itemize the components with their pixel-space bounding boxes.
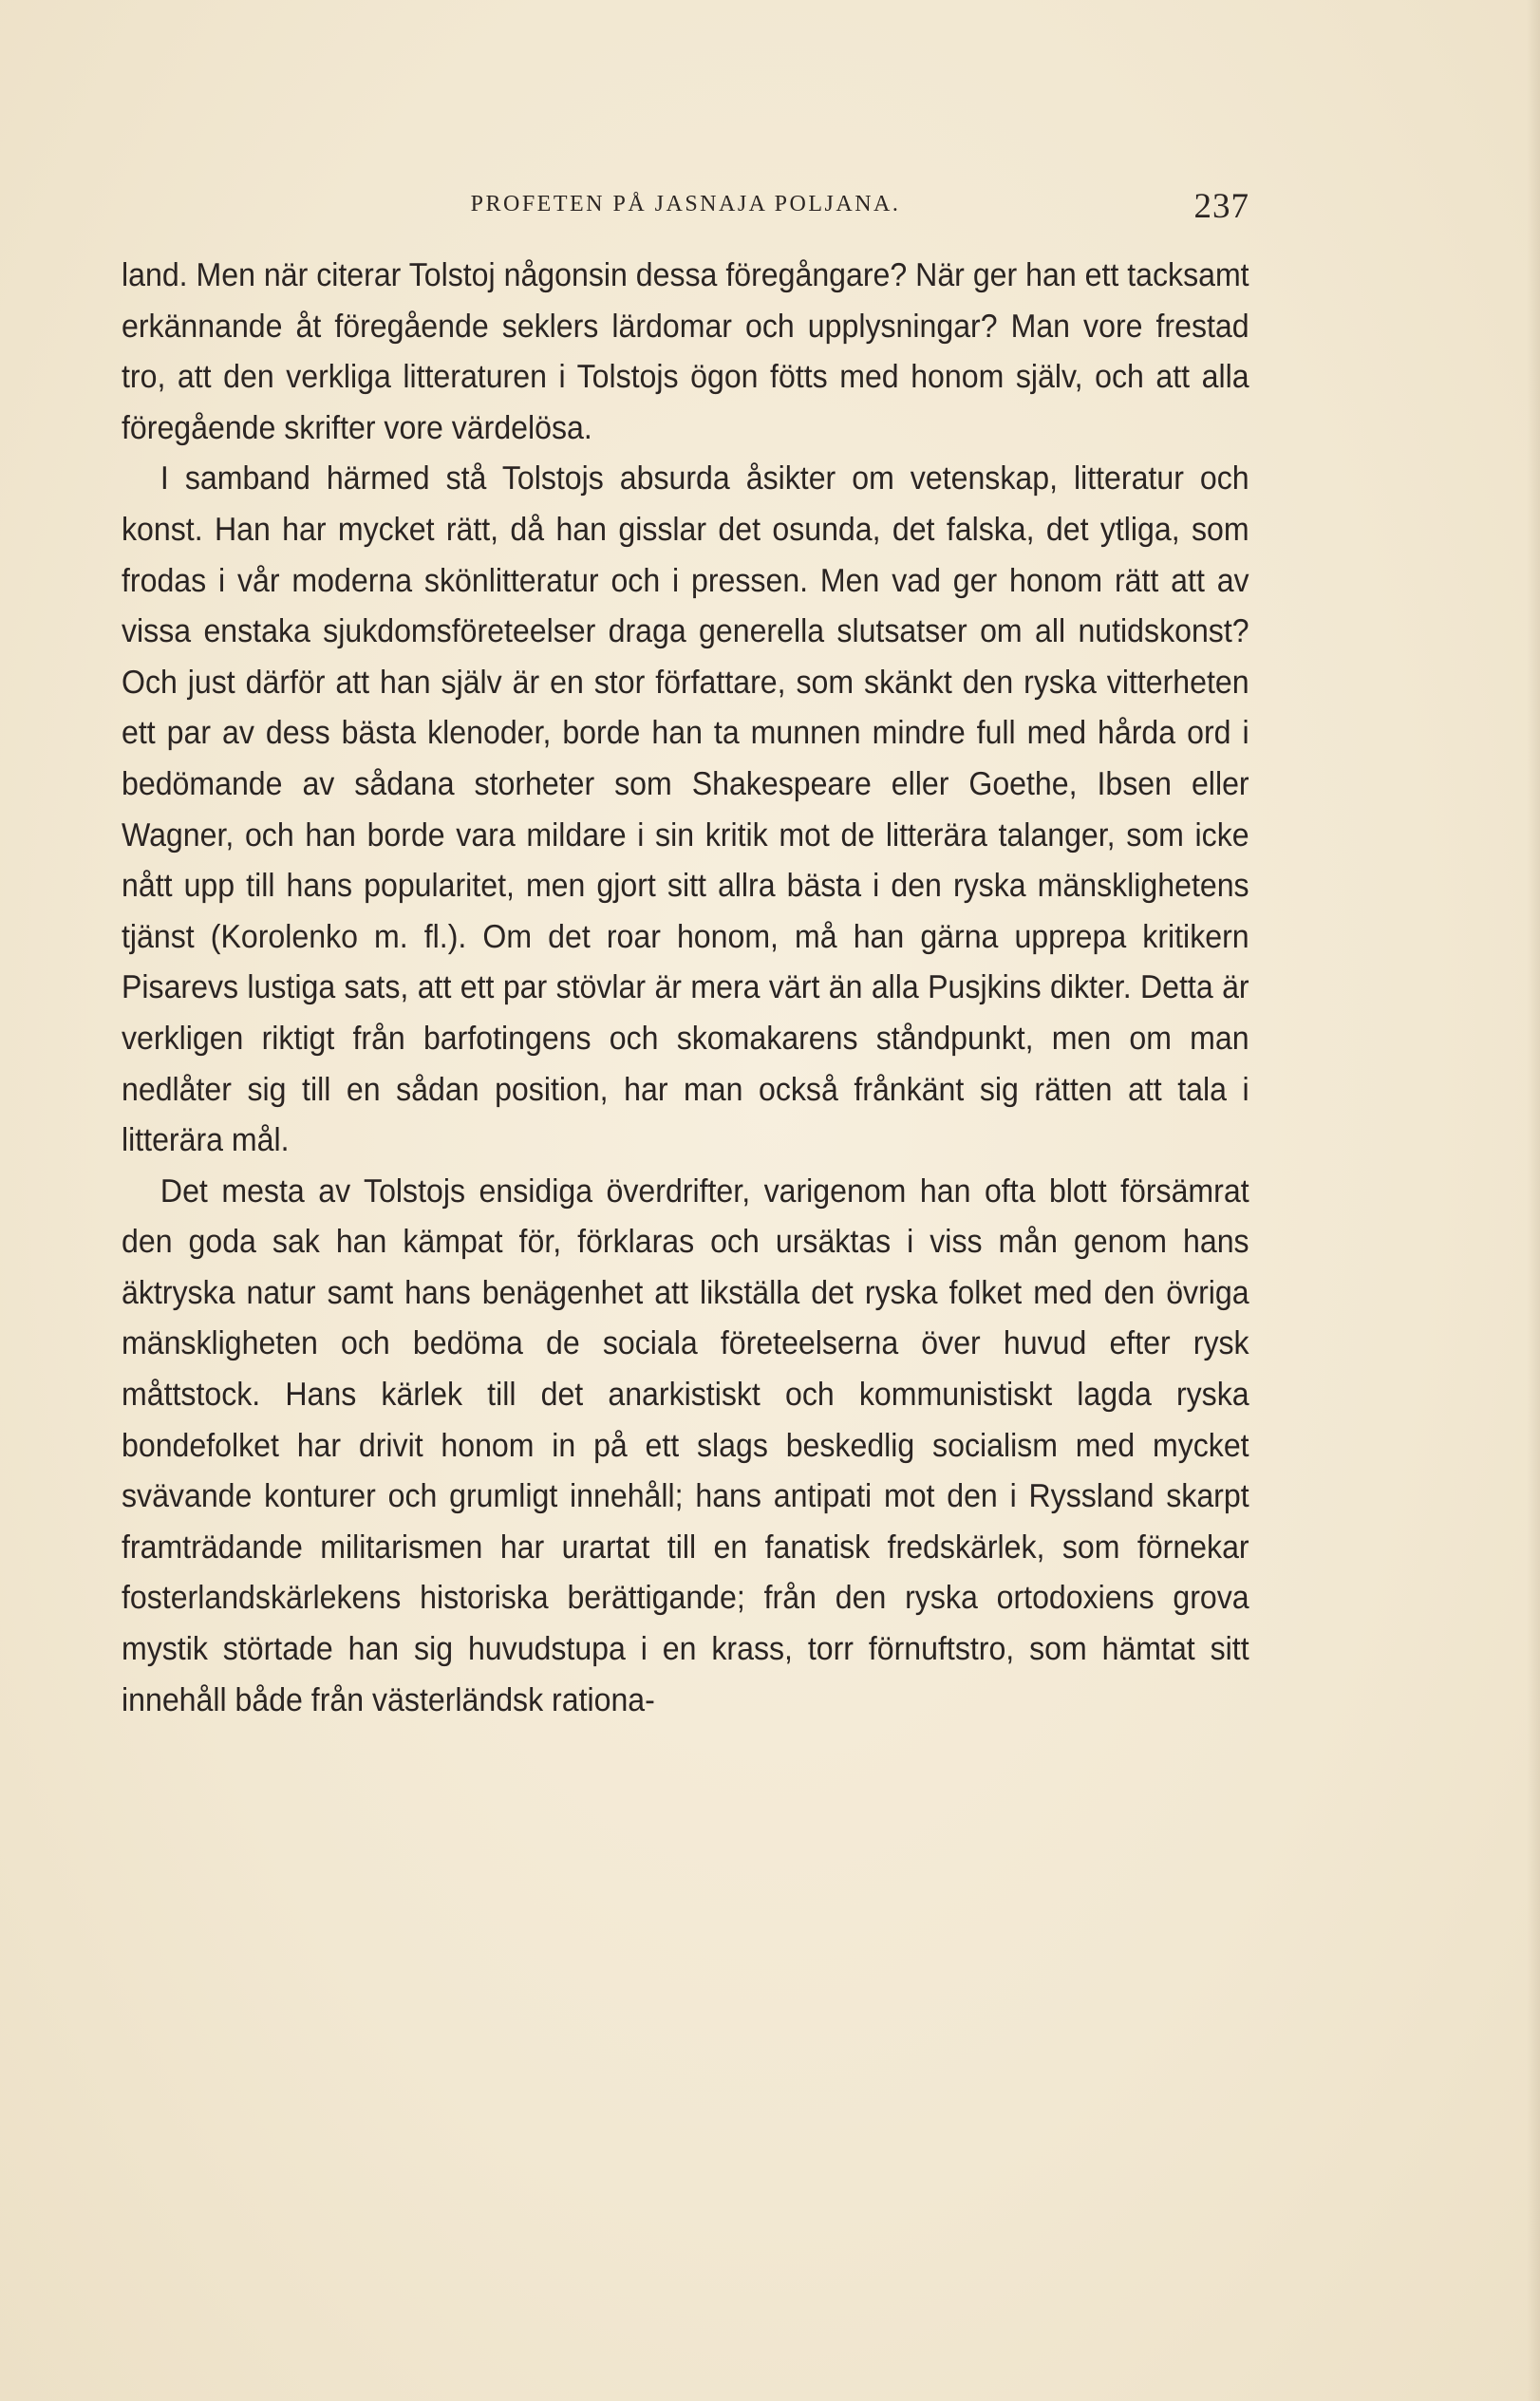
paragraph-continued: land. Men när citerar Tolstoj någonsin dessa föregångare? När ger han ett tacksamt erkännande åt föregående seklers lärdomar och upplysningar? Man vore frestad tro, att den verkliga litteraturen i Tolstojs ögon fötts med honom själv, och att alla föregående skrifter vore värdelösa. bbox=[122, 257, 1249, 446]
body-text bbox=[122, 251, 1249, 1726]
page-number: 237 bbox=[1193, 187, 1249, 226]
paragraph-tolstoy-art-views: I samband härmed stå Tolstojs absurda åsikter om vetenskap, litteratur och konst. Han har mycket rätt, då han gisslar det osunda, det falska, det ytliga, som frodas i vår moderna skönlitteratur och i pressen. Men vad ger honom rätt att av vissa enstaka sjukdomsföreteelser draga generella slutsatser om all nutidskonst? Och just därför att han själv är en stor författare, som skänkt den ryska vitterheten ett par av dess bästa klenoder, borde han ta munnen mindre full med hårda ord i bedömande av sådana storheter som Shakespeare eller Goethe, Ibsen eller Wagner, och han borde vara mildare i sin kritik mot de litterära talanger, som icke nått upp till hans popularitet, men gjort sitt allra bästa i den ryska mänsklighetens tjänst (Korolenko m. fl.). Om det roar honom, må han gärna upprepa kritikern Pisarevs lustiga sats, att ett par stövlar är mera värt än alla Pusjkins dikter. Detta är verkligen riktigt från barfotingens och skomakarens ståndpunkt, men om man nedlåter sig till en sådan position, har man också frånkänt sig rätten att tala i litterära mål. bbox=[122, 460, 1249, 1159]
running-head bbox=[122, 186, 1249, 232]
paragraph-tolstoy-exaggerations: Det mesta av Tolstojs ensidiga överdrifter, varigenom han ofta blott försämrat den goda sak han kämpat för, förklaras och ursäktas i viss mån genom hans äktryska natur samt hans benägenhet att likställa det ryska folket med den övriga mänskligheten och bedöma de sociala företeelserna över huvud efter rysk måttstock. Hans kärlek till det anarkistiskt och kommunistiskt lagda ryska bondefolket har drivit honom in på ett slags beskedlig socialism med mycket svävande konturer och grumligt innehåll; hans antipati mot den i Ryssland skarpt framträdande militarismen har urartat till en fanatisk fredskärlek, som förnekar fosterlandskärlekens historiska berättigande; från den ryska ortodoxiens grova mystik störtade han sig huvudstupa i en krass, torr förnuftstro, som hämtat sitt innehåll både från västerländsk rationa- bbox=[122, 1172, 1249, 1718]
page-edge-shadow bbox=[1527, 0, 1540, 2401]
running-title: PROFETEN PÅ JASNAJA POLJANA. bbox=[470, 192, 901, 216]
